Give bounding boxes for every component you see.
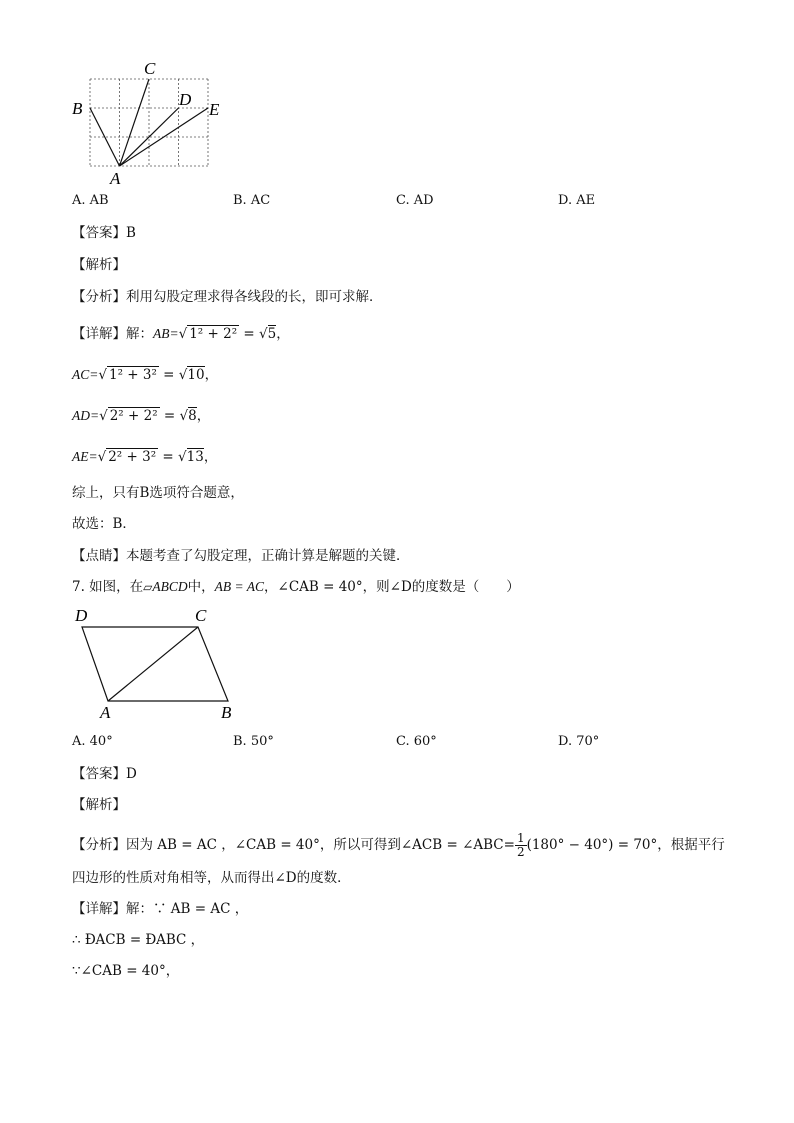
eq-result: 8 bbox=[188, 408, 197, 424]
stem-part: 中， bbox=[187, 579, 215, 595]
grid-figure bbox=[60, 55, 240, 190]
detail-text: 解：∵ AB = AC ， bbox=[126, 901, 249, 917]
diagonal-ac bbox=[108, 627, 198, 701]
point-label-c: C bbox=[195, 606, 207, 625]
analysis-text: 利用勾股定理求得各线段的长，即可求解． bbox=[126, 289, 383, 305]
q7-option-c: C. 60° bbox=[396, 734, 437, 749]
q6-option-a: A. AB bbox=[72, 193, 109, 208]
analysis-text: 因为 AB = AC ，∠CAB = 40°，所以可得到∠ACB = ∠ABC= bbox=[126, 837, 515, 853]
point-label-e: E bbox=[209, 100, 220, 119]
q6-analysis-heading: 【解析】 bbox=[72, 257, 126, 273]
q6-detail-ac: AC=√ 1² + 3² = √10， bbox=[72, 367, 219, 383]
q6-option-d: D. AE bbox=[558, 193, 596, 208]
q6-summary: 综上，只有B选项符合题意， bbox=[72, 485, 244, 501]
detail-tag: 【详解】 bbox=[72, 326, 126, 342]
stem-part: AB = AC bbox=[214, 579, 265, 594]
sqrt-sign: √ 2² + 3² bbox=[97, 449, 157, 465]
q6-remark bbox=[72, 547, 410, 565]
q6-choice: 故选：B． bbox=[72, 516, 136, 532]
q6-option-c: C. AD bbox=[396, 193, 434, 208]
sqrt-sign: √ 1² + 3² bbox=[98, 367, 157, 383]
eq-result: 10 bbox=[187, 367, 205, 383]
eq-result: 13 bbox=[186, 449, 204, 465]
q6-option-b: B. AC bbox=[233, 193, 271, 208]
q6-analysis bbox=[72, 288, 383, 306]
stem-part: ，∠CAB = 40°，则∠D的度数是（ ） bbox=[264, 579, 520, 595]
sqrt-sign: √ 2² + 2² bbox=[99, 408, 158, 424]
q6-detail-ae: AE=√ 2² + 3² = √13， bbox=[72, 449, 218, 465]
stem-part: ABCD bbox=[152, 579, 188, 594]
point-label-b: B bbox=[72, 99, 83, 118]
q7-detail-line2: ∴ ÐACB = ÐABC ， bbox=[72, 932, 205, 948]
q7-analysis-heading: 【解析】 bbox=[72, 797, 126, 813]
eq-result: 5 bbox=[267, 326, 277, 342]
q6-detail-ad: AD=√ 2² + 2² = √8， bbox=[72, 408, 211, 424]
remark-text: 本题考查了勾股定理，正确计算是解题的关键． bbox=[126, 548, 410, 564]
point-label-d: D bbox=[179, 90, 192, 109]
point-label-a: A bbox=[110, 169, 121, 188]
detail-tag: 【详解】 bbox=[72, 901, 126, 917]
analysis-tag: 【分析】 bbox=[72, 289, 126, 305]
fraction-half: $\frac{1}{2}$ bbox=[516, 831, 525, 859]
remark-tag: 【点睛】 bbox=[72, 548, 126, 564]
sqrt-sign: √ 1² + 2² bbox=[178, 326, 238, 342]
q7-detail-line1 bbox=[72, 900, 248, 918]
point-label-b: B bbox=[221, 703, 232, 722]
q7-option-d: D. 70° bbox=[558, 734, 600, 749]
analysis-tag: 【分析】 bbox=[72, 837, 126, 853]
stem-part: 7. 如图，在 bbox=[72, 579, 144, 595]
eq-seg: AE= bbox=[72, 449, 98, 464]
parallelogram-figure bbox=[60, 600, 260, 725]
parallelogram-icon: ▱ bbox=[143, 580, 153, 594]
q7-analysis-line1 bbox=[72, 832, 725, 859]
eq-seg: AD= bbox=[72, 408, 100, 423]
q7-analysis-line2: 四边形的性质对角相等，从而得出∠D的度数． bbox=[72, 870, 351, 886]
q6-answer: 【答案】B bbox=[72, 225, 136, 241]
point-label-d: D bbox=[75, 606, 88, 625]
q7-option-b: B. 50° bbox=[233, 734, 274, 749]
q7-stem bbox=[72, 578, 520, 596]
analysis-text: (180° − 40°) = 70°，根据平行 bbox=[526, 837, 725, 853]
q7-answer: 【答案】D bbox=[72, 766, 137, 782]
point-label-a: A bbox=[100, 703, 111, 722]
q6-detail-ab: 【详解】解：AB=√ 1² + 2² = √5， bbox=[72, 326, 290, 342]
eq-seg: AB= bbox=[153, 326, 179, 341]
q7-detail-line3: ∵∠CAB = 40°， bbox=[72, 963, 180, 979]
q7-option-a: A. 40° bbox=[72, 734, 113, 749]
eq-seg: AC= bbox=[72, 367, 99, 382]
parallelogram-outline bbox=[82, 627, 228, 701]
point-label-c: C bbox=[144, 59, 156, 78]
detail-lead: 解： bbox=[126, 326, 153, 342]
segment-ac bbox=[120, 79, 150, 166]
